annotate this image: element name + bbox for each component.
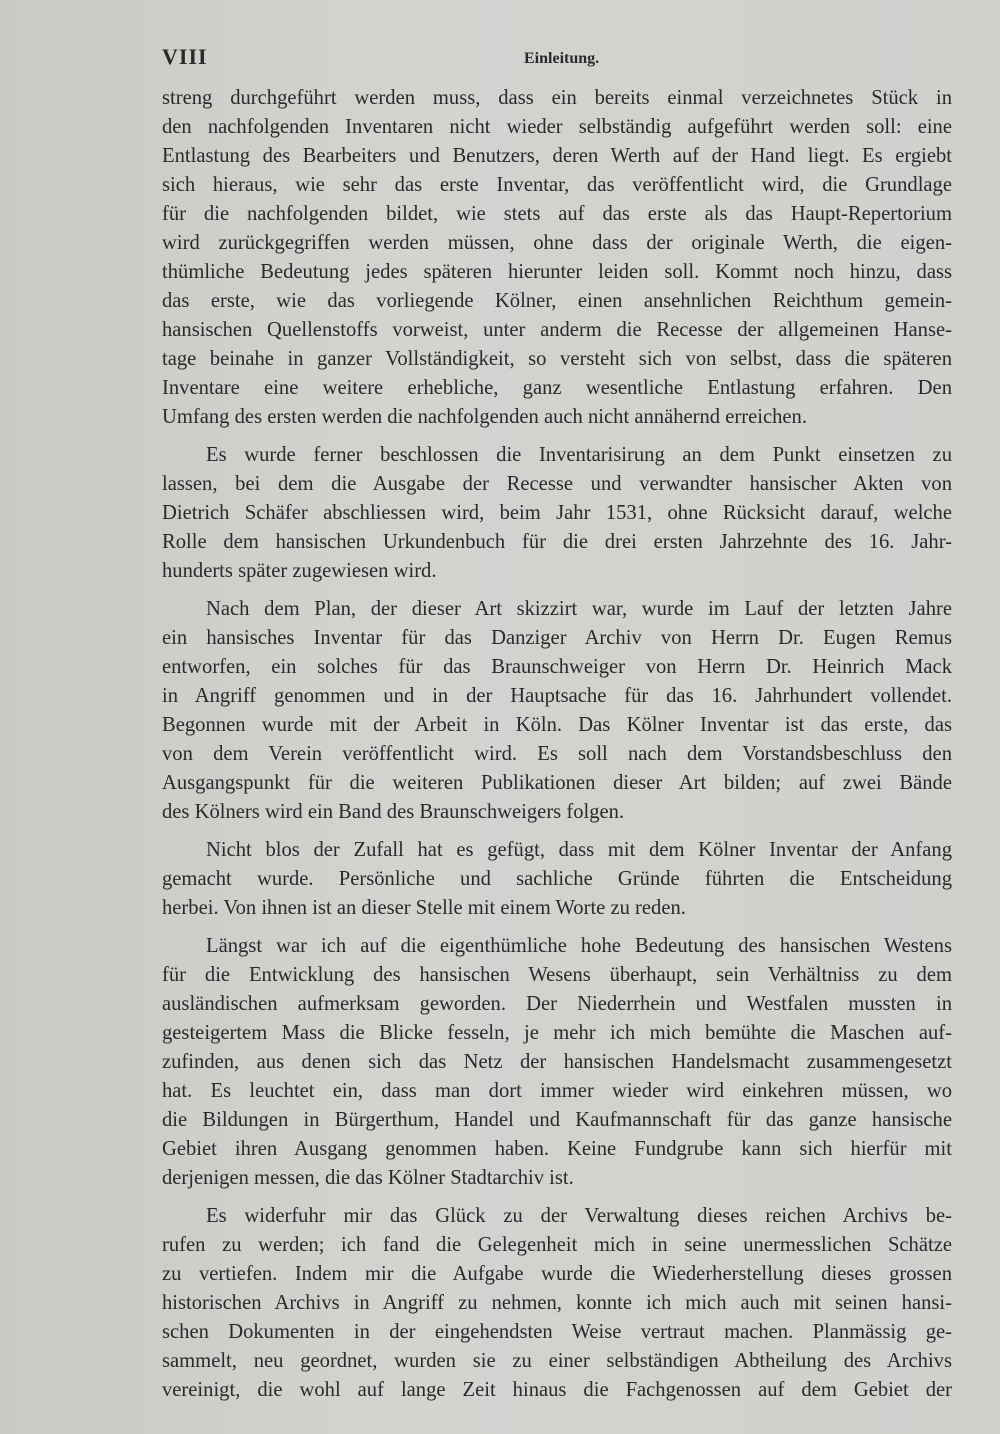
text-line: entworfen, ein solches für das Braunschweiger von Herrn Dr. Heinrich Mack xyxy=(162,656,952,678)
text-line: historischen Archivs in Angriff zu nehmen, konnte ich mich auch mit seinen hansi- xyxy=(162,1292,952,1314)
text-line: thümliche Bedeutung jedes späteren hierunter leiden soll. Kommt noch hinzu, dass xyxy=(162,261,952,283)
text-line: derjenigen messen, die das Kölner Stadtarchiv ist. xyxy=(162,1167,574,1189)
paragraph xyxy=(162,595,952,827)
text-line: für die Entwicklung des hansischen Wesens überhaupt, sein Verhältniss zu dem xyxy=(162,964,952,986)
text-line: hunderts später zugewiesen wird. xyxy=(162,560,437,582)
text-line: gesteigertem Mass die Blicke fesseln, je mehr ich mich bemühte die Maschen auf- xyxy=(162,1022,952,1044)
text-line: gemacht wurde. Persönliche und sachliche Gründe führten die Entscheidung xyxy=(162,868,952,890)
text-line: Dietrich Schäfer abschliessen wird, beim Jahr 1531, ohne Rücksicht darauf, welche xyxy=(162,502,952,524)
text-line: die Bildungen in Bürgerthum, Handel und Kaufmannschaft für das ganze hansische xyxy=(162,1109,952,1131)
text-line: Entlastung des Bearbeiters und Benutzers, deren Werth auf der Hand liegt. Es ergiebt xyxy=(162,145,952,167)
text-line: Gebiet ihren Ausgang genommen haben. Keine Fundgrube kann sich hierfür mit xyxy=(162,1138,952,1160)
text-line: Umfang des ersten werden die nachfolgenden auch nicht annähernd erreichen. xyxy=(162,406,807,428)
text-line: hansischen Quellenstoffs vorweist, unter anderm die Recesse der allgemeinen Hanse- xyxy=(162,319,952,341)
text-line: tage beinahe in ganzer Vollständigkeit, so versteht sich von selbst, dass die späteren xyxy=(162,348,952,370)
paragraph xyxy=(162,441,952,586)
text-line: rufen zu werden; ich fand die Gelegenheit mich in seine unermesslichen Schätze xyxy=(162,1234,952,1256)
text-line: das erste, wie das vorliegende Kölner, einen ansehnlichen Reichthum gemein- xyxy=(162,290,952,312)
text-line: Längst war ich auf die eigenthümliche hohe Bedeutung des hansischen Westens xyxy=(206,935,952,957)
paragraph xyxy=(162,84,952,432)
text-line: in Angriff genommen und in der Hauptsache für das 16. Jahrhundert vollendet. xyxy=(162,685,952,707)
text-line: zufinden, aus denen sich das Netz der hansischen Handelsmacht zusammengesetzt xyxy=(162,1051,952,1073)
text-line: sammelt, neu geordnet, wurden sie zu einer selbständigen Abtheilung des Archivs xyxy=(162,1350,952,1372)
body-text xyxy=(162,84,952,1414)
text-line: von dem Verein veröffentlicht wird. Es soll nach dem Vorstandsbeschluss den xyxy=(162,743,952,765)
text-line: für die nachfolgenden bildet, wie stets auf das erste als das Haupt-Repertorium xyxy=(162,203,952,225)
text-line: Inventare eine weitere erhebliche, ganz wesentliche Entlastung erfahren. Den xyxy=(162,377,952,399)
text-line: Nach dem Plan, der dieser Art skizzirt war, wurde im Lauf der letzten Jahre xyxy=(206,598,952,620)
text-line: streng durchgeführt werden muss, dass ein bereits einmal verzeichnetes Stück in xyxy=(162,87,952,109)
text-line: Rolle dem hansischen Urkundenbuch für die drei ersten Jahrzehnte des 16. Jahr- xyxy=(162,531,952,553)
text-line: zu vertiefen. Indem mir die Aufgabe wurde die Wiederherstellung dieses grossen xyxy=(162,1263,952,1285)
running-title: Einleitung. xyxy=(524,50,600,67)
text-line: vereinigt, die wohl auf lange Zeit hinaus die Fachgenossen auf dem Gebiet der xyxy=(162,1379,952,1401)
text-line: des Kölners wird ein Band des Braunschweigers folgen. xyxy=(162,801,625,823)
paragraph xyxy=(162,836,952,923)
text-line: herbei. Von ihnen ist an dieser Stelle mit einem Worte zu reden. xyxy=(162,897,686,919)
text-line: Nicht blos der Zufall hat es gefügt, dass mit dem Kölner Inventar der Anfang xyxy=(206,839,952,861)
paragraph xyxy=(162,932,952,1193)
page-number: VIII xyxy=(162,44,208,69)
text-line: sich hieraus, wie sehr das erste Inventar, das veröffentlicht wird, die Grundlage xyxy=(162,174,952,196)
text-line: ein hansisches Inventar für das Danziger Archiv von Herrn Dr. Eugen Remus xyxy=(162,627,952,649)
text-line: lassen, bei dem die Ausgabe der Recesse und verwandter hansischer Akten von xyxy=(162,473,952,495)
text-line: wird zurückgegriffen werden müssen, ohne dass der originale Werth, die eigen- xyxy=(162,232,952,254)
text-line: Es widerfuhr mir das Glück zu der Verwaltung dieses reichen Archivs be- xyxy=(206,1205,952,1227)
text-line: Es wurde ferner beschlossen die Inventarisirung an dem Punkt einsetzen zu xyxy=(206,444,952,466)
paragraph xyxy=(162,1202,952,1405)
text-line: Ausgangspunkt für die weiteren Publikationen dieser Art bilden; auf zwei Bände xyxy=(162,772,952,794)
text-line: schen Dokumenten in der eingehendsten Weise vertraut machen. Planmässig ge- xyxy=(162,1321,952,1343)
text-line: ausländischen aufmerksam geworden. Der Niederrhein und Westfalen mussten in xyxy=(162,993,952,1015)
text-line: hat. Es leuchtet ein, dass man dort immer wieder wird einkehren müssen, wo xyxy=(162,1080,952,1102)
text-line: Begonnen wurde mit der Arbeit in Köln. Das Kölner Inventar ist das erste, das xyxy=(162,714,952,736)
page-header xyxy=(162,44,952,74)
text-line: den nachfolgenden Inventaren nicht wieder selbständig aufgeführt werden soll: eine xyxy=(162,116,952,138)
